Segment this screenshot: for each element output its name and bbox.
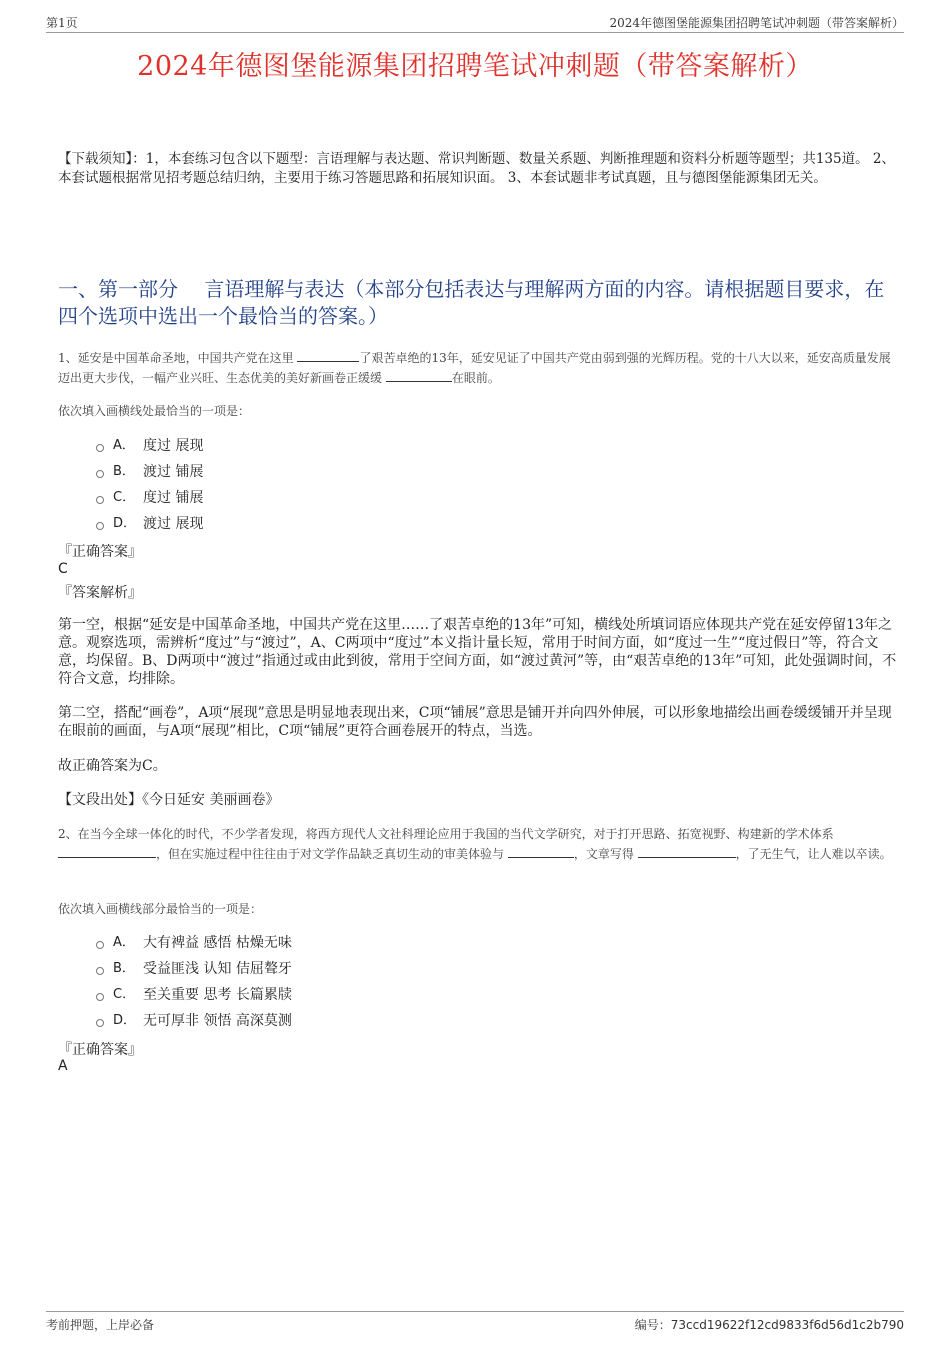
fill-blank — [297, 349, 359, 362]
question-2-stem-part: ，但在实施过程中往往由于对文学作品缺乏真切生动的审美体验与 — [156, 847, 508, 861]
section-title: 一、第一部分 言语理解与表达（本部分包括表达与理解两方面的内容。请根据题目要求，在四个选项中选出一个最恰当的答案。） — [58, 277, 885, 328]
radio-icon[interactable] — [96, 941, 104, 949]
analysis-label: 『答案解析』 — [58, 585, 142, 601]
answer-label: 『正确答案』 — [58, 1042, 142, 1058]
option-letter: C． — [113, 987, 136, 1002]
question-1-stem-part: 了艰苦卓绝的13年，延安见证了中国共产党由弱到强的光辉历程。党的十八大以来，延安高质量发展迈出更大步伐，一幅产业兴旺、生态优美的美好新画卷正缓缓 — [58, 351, 891, 385]
analysis-paragraph: 第二空，搭配“画卷”，A项“展现”意思是明显地表现出来，C项“铺展”意思是铺开并向四外伸展，可以形象地描绘出画卷缓缓铺开并呈现在眼前的画面，与A项“展现”相比，C项“铺展”更符合画卷展开的特点，当选。 — [58, 705, 892, 739]
fill-blank — [638, 845, 736, 858]
option-text: 度过 铺展 — [143, 490, 204, 506]
document-title: 2024年德图堡能源集团招聘笔试冲刺题（带答案解析） — [137, 51, 813, 82]
option-letter: D． — [113, 516, 137, 531]
analysis-conclusion: 故正确答案为C。 — [58, 758, 167, 774]
radio-icon[interactable] — [96, 444, 104, 452]
option-text: 无可厚非 领悟 高深莫测 — [143, 1013, 292, 1029]
question-1-stem-part: 1、延安是中国革命圣地，中国共产党在这里 — [58, 351, 298, 365]
option-d[interactable] — [96, 1008, 292, 1034]
footer-slogan: 考前押题，上岸必备 — [46, 1318, 155, 1332]
question-1-options — [96, 433, 203, 537]
radio-icon[interactable] — [96, 496, 104, 504]
option-c[interactable] — [96, 485, 203, 511]
fill-blank — [58, 845, 156, 858]
option-a[interactable] — [96, 930, 292, 956]
correct-answer: A — [58, 1058, 68, 1074]
fill-blank — [386, 369, 452, 382]
option-d[interactable] — [96, 511, 203, 537]
option-letter: C． — [113, 490, 136, 505]
question-1-prompt: 依次填入画横线处最恰当的一项是： — [58, 404, 251, 418]
option-text: 度过 展现 — [143, 438, 204, 454]
option-letter: B． — [113, 464, 135, 479]
option-text: 至关重要 思考 长篇累牍 — [143, 987, 292, 1003]
question-1-stem — [58, 348, 898, 388]
option-a[interactable] — [96, 433, 203, 459]
option-letter: B． — [113, 961, 135, 976]
question-2-options — [96, 930, 292, 1034]
option-text: 受益匪浅 认知 佶屈聱牙 — [143, 961, 292, 977]
question-2-stem-part: ，了无生气，让人难以卒读。 — [735, 847, 892, 861]
radio-icon[interactable] — [96, 522, 104, 530]
option-text: 渡过 铺展 — [143, 464, 204, 480]
option-b[interactable] — [96, 459, 203, 485]
document-id: 编号：73ccd19622f12cd9833f6d56d1c2b790 — [634, 1318, 904, 1332]
radio-icon[interactable] — [96, 993, 104, 1001]
analysis-paragraph: 第一空，根据“延安是中国革命圣地，中国共产党在这里……了艰苦卓绝的13年”可知，横线处所填词语应体现共产党在延安停留13年之意。观察选项，需辨析“度过”与“渡过”，A、C两项中“度过”本义指计量长短，常用于时间方面，如“度过一生”“度过假日”等，符合文意，均保留。B、D两项中“渡过”指通过或由此到彼，常用于空间方面，如“渡过黄河”等，由“艰苦卓绝的13年”可知，此处强调时间，不符合文意，均排除。 — [58, 617, 897, 687]
option-letter: A． — [113, 935, 135, 950]
radio-icon[interactable] — [96, 470, 104, 478]
question-2-prompt: 依次填入画横线部分最恰当的一项是： — [58, 902, 263, 916]
radio-icon[interactable] — [96, 1019, 104, 1027]
page-header — [46, 14, 904, 33]
question-2-stem — [58, 824, 898, 864]
option-letter: A． — [113, 438, 135, 453]
correct-answer: C — [58, 561, 68, 577]
question-2-stem-part: ，文章写得 — [573, 847, 638, 861]
option-letter: D． — [113, 1013, 137, 1028]
question-2-stem-part: 2、在当今全球一体化的时代，不少学者发现，将西方现代人文社科理论应用于我国的当代文学研究，对于打开思路、拓宽视野、构建新的学术体系 — [58, 827, 834, 841]
option-text: 渡过 展现 — [143, 516, 204, 532]
fill-blank — [508, 845, 574, 858]
header-doc-title: 2024年德图堡能源集团招聘笔试冲刺题（带答案解析） — [609, 16, 904, 30]
passage-source: 【文段出处】《今日延安 美丽画卷》 — [58, 792, 280, 808]
download-notice: 【下载须知】：1，本套练习包含以下题型：言语理解与表达题、常识判断题、数量关系题、判断推理题和资料分析题等题型；共135道。 2、本套试题根据常见招考题总结归纳，主要用于练习答题思路和拓展知识面。 3、本套试题非考试真题，且与德图堡能源集团无关。 — [58, 151, 895, 186]
option-b[interactable] — [96, 956, 292, 982]
answer-label: 『正确答案』 — [58, 544, 142, 560]
radio-icon[interactable] — [96, 967, 104, 975]
option-text: 大有裨益 感悟 枯燥无味 — [143, 935, 292, 951]
option-c[interactable] — [96, 982, 292, 1008]
page-number: 第1页 — [46, 16, 78, 30]
question-1-stem-part: 在眼前。 — [451, 371, 500, 385]
page-footer — [46, 1311, 904, 1332]
